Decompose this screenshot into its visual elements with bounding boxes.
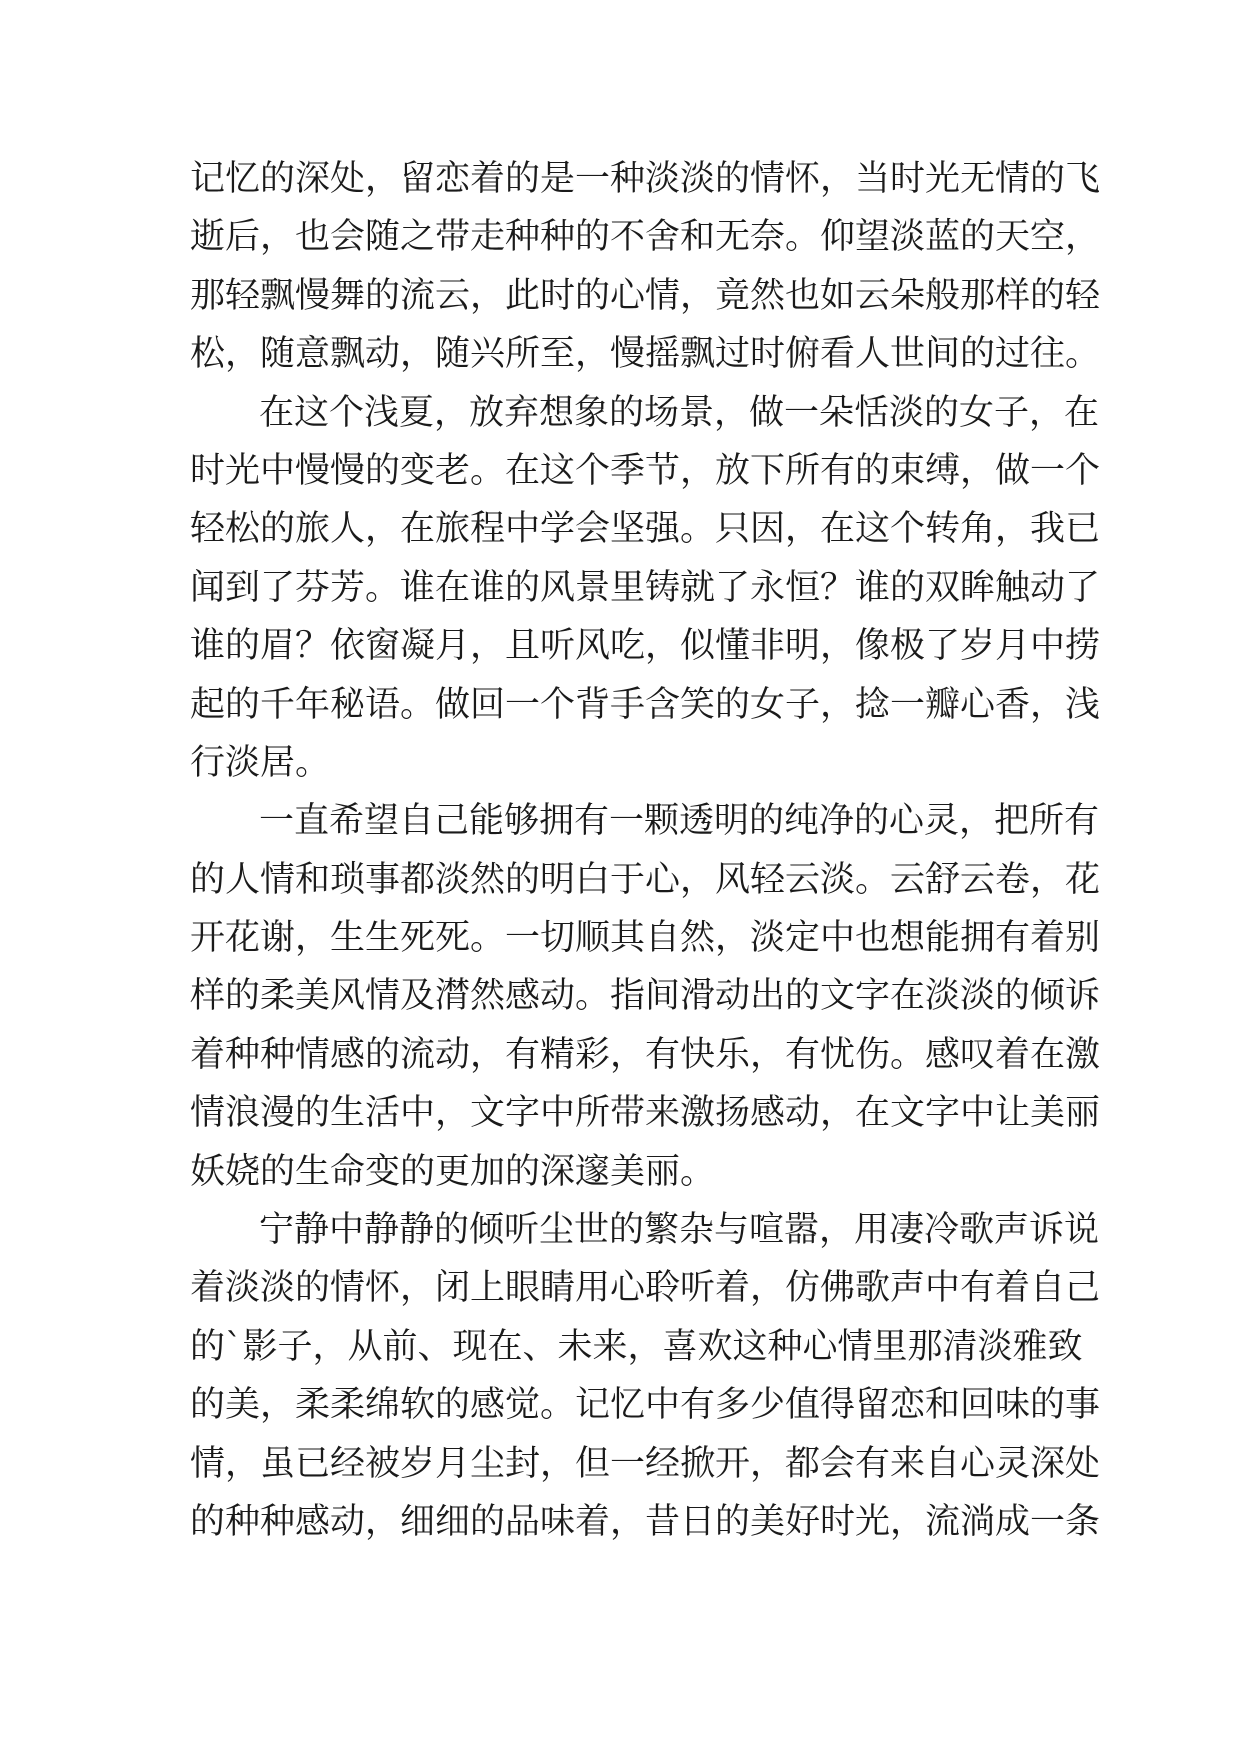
text-line: 情浪漫的生活中，文字中所带来激扬感动，在文字中让美丽 [190,1093,1101,1134]
text-line: 闻到了芬芳。谁在谁的风景里铸就了永恒？谁的双眸触动了 [190,567,1101,608]
text-line: 的美，柔柔绵软的感觉。记忆中有多少值得留恋和回味的事 [190,1385,1101,1426]
text-line: 时光中慢慢的变老。在这个季节，放下所有的束缚，做一个 [190,450,1101,491]
text-line: 的`影子，从前、现在、未来，喜欢这种心情里那清淡雅致 [190,1326,1083,1367]
paragraph-first-line: 一直希望自己能够拥有一颗透明的纯净的心灵，把所有 [259,801,1100,842]
text-line: 的人情和琐事都淡然的明白于心，风轻云淡。云舒云卷，花 [190,859,1101,900]
paragraph-first-line: 在这个浅夏，放弃想象的场景，做一朵恬淡的女子，在 [259,392,1100,433]
text-line: 那轻飘慢舞的流云，此时的心情，竟然也如云朵般那样的轻 [190,275,1101,316]
text-line: 轻松的旅人，在旅程中学会坚强。只因，在这个转角，我已 [190,509,1101,550]
text-line: 记忆的深处，留恋着的是一种淡淡的情怀，当时光无情的飞 [190,159,1101,199]
text-line: 着种种情感的流动，有精彩，有快乐，有忧伤。感叹着在激 [190,1034,1101,1075]
body-text [190,150,1101,1551]
paragraph-first-line: 宁静中静静的倾听尘世的繁杂与喧嚣，用凄冷歌声诉说 [259,1210,1100,1251]
text-line: 起的千年秘语。做回一个背手含笑的女子，捻一瓣心香，浅 [190,684,1101,725]
text-line: 情，虽已经被岁月尘封，但一经掀开，都会有来自心灵深处 [190,1443,1101,1484]
text-line: 样的柔美风情及潸然感动。指间滑动出的文字在淡淡的倾诉 [190,976,1101,1017]
text-line: 行淡居。 [190,742,331,783]
text-line: 妖娆的生命变的更加的深邃美丽。 [190,1151,716,1192]
text-line: 谁的眉？依窗凝月，且听风吃，似懂非明，像极了岁月中捞 [190,626,1101,667]
text-line: 着淡淡的情怀，闭上眼睛用心聆听着，仿佛歌声中有着自己 [190,1268,1101,1309]
text-line: 开花谢，生生死死。一切顺其自然，淡定中也想能拥有着别 [190,918,1101,959]
text-line: 逝后，也会随之带走种种的不舍和无奈。仰望淡蓝的天空， [190,217,1101,258]
text-line: 的种种感动，细细的品味着，昔日的美好时光，流淌成一条 [190,1501,1101,1542]
text-line: 松，随意飘动，随兴所至，慢摇飘过时俯看人世间的过往。 [190,334,1101,375]
